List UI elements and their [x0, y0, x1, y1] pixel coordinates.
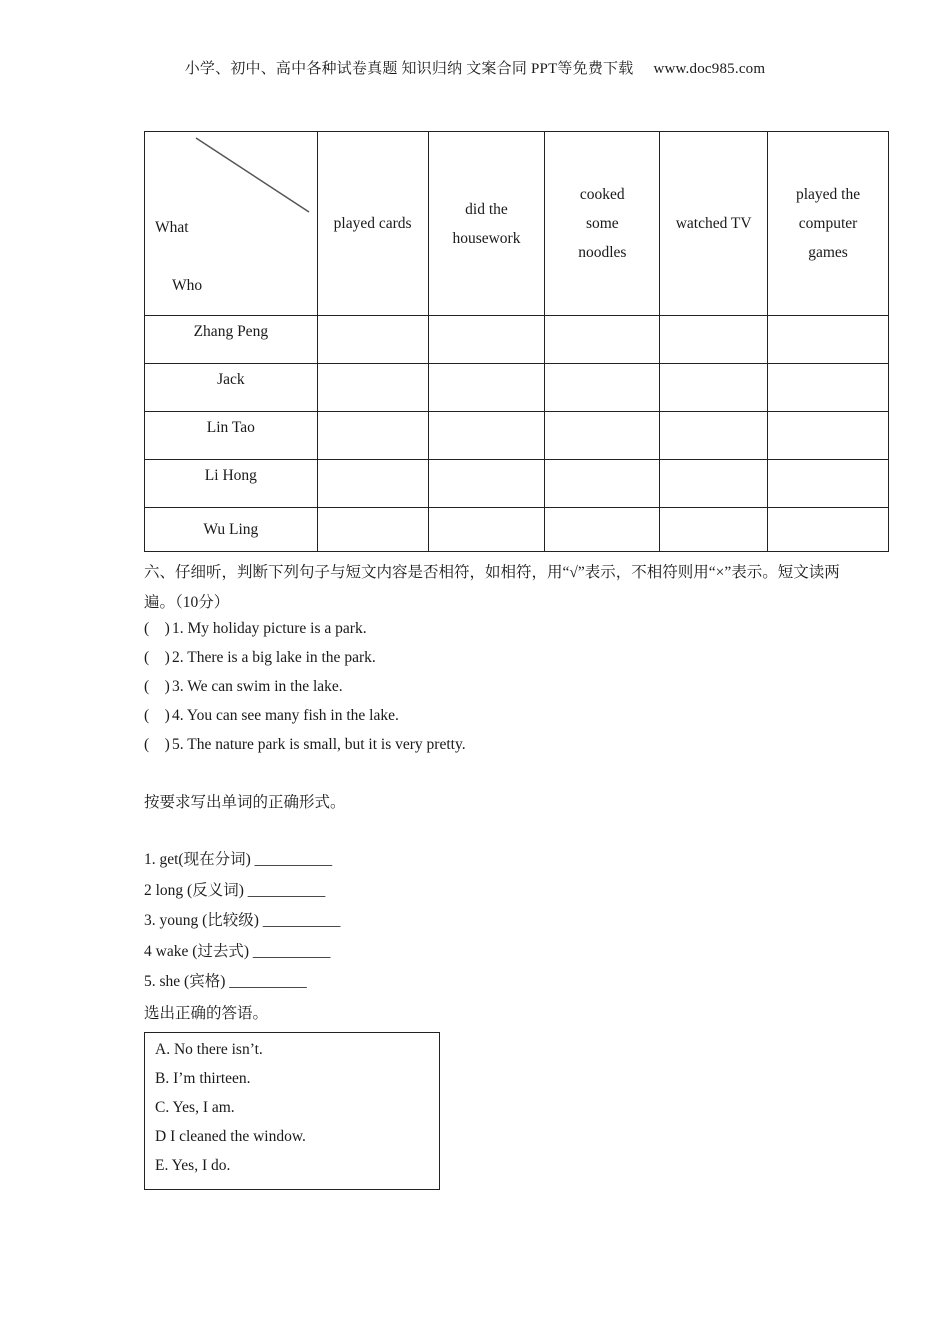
- column-header: played cards: [317, 132, 428, 316]
- activity-table: [144, 131, 889, 552]
- header-url: www.doc985.com: [653, 61, 766, 77]
- table-cell[interactable]: [768, 460, 889, 508]
- table-row: [145, 460, 889, 508]
- list-item: E. Yes, I do.: [155, 1157, 231, 1174]
- header-text: 小学、初中、高中各种试卷真题 知识归纳 文案合同 PPT等免费下载: [184, 61, 634, 77]
- list-item: B. I’m thirteen.: [155, 1070, 251, 1087]
- row-name: Jack: [145, 364, 318, 412]
- answer-blank[interactable]: ( ): [144, 736, 170, 753]
- answer-blank[interactable]: ( ): [144, 620, 170, 637]
- table-cell[interactable]: [660, 364, 768, 412]
- list-item: ( ) 5. The nature park is small, but it is very pretty.: [144, 736, 466, 753]
- table-cell[interactable]: [428, 508, 545, 552]
- table-row: [145, 412, 889, 460]
- table-cell[interactable]: [545, 412, 660, 460]
- answers-title: 选出正确的答语。: [144, 1005, 269, 1022]
- row-name: Wu Ling: [145, 508, 318, 552]
- table-cell[interactable]: [545, 316, 660, 364]
- table-cell[interactable]: [317, 460, 428, 508]
- answers-box: [144, 1032, 440, 1190]
- corner-who-label: Who: [172, 277, 203, 294]
- word-forms-list: [144, 850, 340, 1003]
- row-name: Zhang Peng: [145, 316, 318, 364]
- table-cell[interactable]: [428, 364, 545, 412]
- table-cell[interactable]: [660, 460, 768, 508]
- list-item: ( ) 2. There is a big lake in the park.: [144, 649, 376, 666]
- table-cell[interactable]: [317, 316, 428, 364]
- table-cell[interactable]: [317, 364, 428, 412]
- word-forms-title: 按要求写出单词的正确形式。: [144, 794, 346, 811]
- corner-what-label: What: [155, 219, 189, 236]
- table-cell[interactable]: [768, 316, 889, 364]
- table-cell[interactable]: [660, 508, 768, 552]
- list-item: C. Yes, I am.: [155, 1099, 235, 1116]
- list-item: 4 wake (过去式) __________: [144, 942, 331, 960]
- corner-cell: [145, 132, 318, 316]
- judgement-list: [144, 619, 466, 764]
- section-six-instruction: 六、仔细听，判断下列句子与短文内容是否相符，如相符，用“√”表示，不相符则用“×”表示。短文读两遍。（10分）: [144, 564, 840, 611]
- list-item: ( ) 1. My holiday picture is a park.: [144, 620, 367, 637]
- table-cell[interactable]: [545, 460, 660, 508]
- table-cell[interactable]: [768, 508, 889, 552]
- table-cell[interactable]: [428, 460, 545, 508]
- list-item: 3. young (比较级) __________: [144, 912, 341, 929]
- table-cell[interactable]: [428, 412, 545, 460]
- list-item: 1. get(现在分词) __________: [144, 851, 333, 868]
- table-row: [145, 316, 889, 364]
- page-header: [0, 57, 950, 78]
- table-cell[interactable]: [428, 316, 545, 364]
- table-cell[interactable]: [660, 316, 768, 364]
- table-cell[interactable]: [768, 412, 889, 460]
- column-header: played the computer games: [768, 132, 889, 316]
- row-name: Lin Tao: [145, 412, 318, 460]
- answer-blank[interactable]: ( ): [144, 707, 170, 724]
- list-item: 5. she (宾格) __________: [144, 973, 307, 990]
- column-header: cooked some noodles: [545, 132, 660, 316]
- table-cell[interactable]: [317, 412, 428, 460]
- table-cell[interactable]: [317, 508, 428, 552]
- list-item: 2 long (反义词) __________: [144, 881, 326, 899]
- table-cell[interactable]: [545, 508, 660, 552]
- table-row: [145, 508, 889, 552]
- column-header: watched TV: [660, 132, 768, 316]
- row-name: Li Hong: [145, 460, 318, 508]
- table-cell[interactable]: [768, 364, 889, 412]
- list-item: ( ) 3. We can swim in the lake.: [144, 678, 343, 695]
- table-cell[interactable]: [545, 364, 660, 412]
- list-item: D I cleaned the window.: [155, 1128, 306, 1145]
- list-item: ( ) 4. You can see many fish in the lake.: [144, 707, 399, 724]
- table-cell[interactable]: [660, 412, 768, 460]
- table-row: [145, 364, 889, 412]
- column-header: did the housework: [428, 132, 545, 316]
- list-item: A. No there isn’t.: [155, 1041, 263, 1058]
- answer-blank[interactable]: ( ): [144, 649, 170, 666]
- answer-blank[interactable]: ( ): [144, 678, 170, 695]
- table-header-row: [145, 132, 889, 316]
